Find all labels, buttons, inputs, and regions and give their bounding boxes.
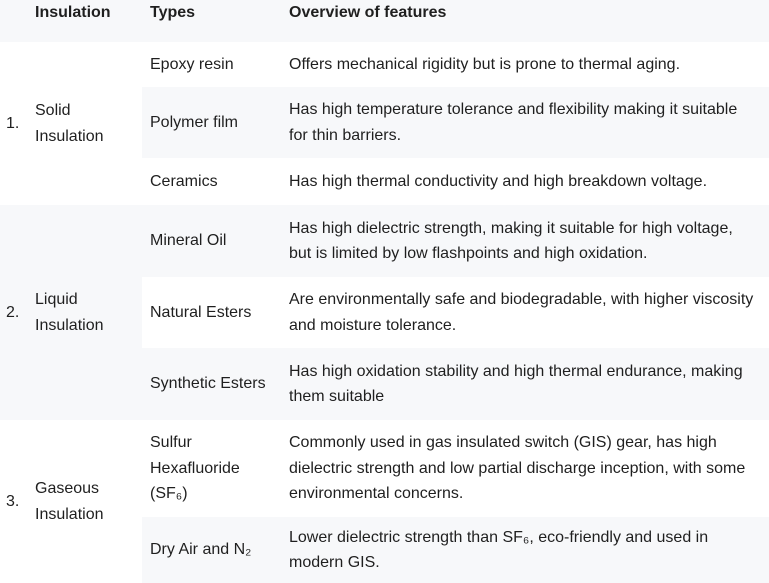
group-number: 1.	[6, 114, 20, 132]
type-label: Synthetic Esters	[150, 375, 266, 393]
feature-text: Has high oxidation stability and high thermal endurance, making them suitable	[289, 362, 743, 405]
type-label: Mineral Oil	[150, 232, 227, 250]
feature-text: Offers mechanical rigidity but is prone to thermal aging.	[289, 55, 681, 73]
type-cell	[142, 277, 281, 348]
type-cell	[142, 517, 281, 583]
feature-cell	[281, 205, 769, 277]
group-name: Liquid Insulation	[24, 205, 142, 420]
feature-cell	[281, 277, 769, 348]
group-name: Gaseous Insulation	[35, 480, 104, 523]
feature-text: Lower dielectric strength than SF₆, eco-friendly and used in modern GIS.	[289, 528, 709, 571]
type-label: Dry Air and N₂	[150, 541, 252, 559]
type-label: Epoxy resin	[150, 55, 234, 73]
table-body	[0, 42, 769, 583]
feature-cell	[281, 87, 769, 158]
feature-text: Are environmentally safe and biodegradable, with higher viscosity and moisture tolerance.	[289, 291, 754, 334]
table-row	[0, 42, 769, 87]
feature-cell	[281, 517, 769, 583]
feature-text: Has high thermal conductivity and high breakdown voltage.	[289, 172, 708, 190]
type-label: Natural Esters	[150, 303, 252, 321]
feature-text: Has high temperature tolerance and flexibility making it suitable for thin barriers.	[289, 101, 738, 144]
table-row	[0, 205, 769, 277]
header-types-label: Types	[150, 4, 196, 21]
feature-text: Commonly used in gas insulated switch (GIS) gear, has high dielectric strength and low partial discharge inception, with some environmental concerns.	[289, 434, 746, 503]
feature-text: Has high dielectric strength, making it suitable for high voltage, but is limited by low flashpoints and high oxidation.	[289, 219, 733, 262]
type-label: Sulfur Hexafluoride (SF₆)	[150, 434, 240, 503]
feature-cell	[281, 348, 769, 420]
type-cell	[142, 205, 281, 277]
feature-cell	[281, 158, 769, 205]
type-cell	[142, 420, 281, 517]
header-features-label: Overview of features	[289, 4, 447, 21]
table-row	[0, 420, 769, 517]
group-name: Solid Insulation	[35, 102, 104, 145]
type-cell	[142, 42, 281, 87]
feature-cell	[281, 42, 769, 87]
header-insulation: Insulation	[24, 0, 142, 42]
type-cell	[142, 158, 281, 205]
type-cell	[142, 348, 281, 420]
header-number	[0, 0, 24, 42]
group-number: 2.	[0, 205, 24, 420]
feature-cell	[281, 420, 769, 517]
group-number: 3.	[6, 492, 20, 510]
header-row	[0, 0, 769, 42]
header-types	[142, 0, 281, 42]
table-header	[0, 0, 769, 42]
type-label: Polymer film	[150, 113, 239, 131]
header-features	[281, 0, 769, 42]
type-label: Ceramics	[150, 172, 218, 190]
type-cell	[142, 87, 281, 158]
